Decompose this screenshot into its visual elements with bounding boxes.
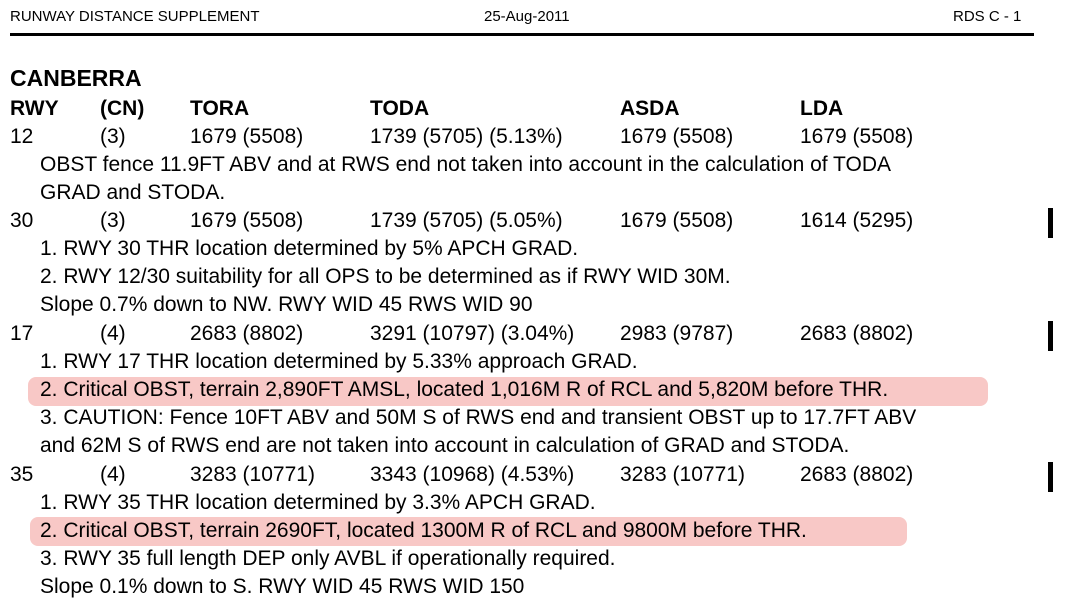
rwy-cn: (4) [100, 322, 126, 345]
column-header-row [0, 95, 1070, 123]
col-header-rwy: RWY [10, 97, 59, 120]
aerodrome-name-text: CANBERRA [10, 65, 142, 91]
runway-note [0, 404, 1070, 432]
rwy-cn: (4) [100, 463, 126, 486]
rwy-tora: 1679 (5508) [190, 209, 304, 232]
runway-note [0, 291, 1070, 319]
runway-note-text: GRAD and STODA. [40, 181, 226, 204]
runway-note-highlighted [0, 376, 1070, 404]
runway-note [0, 348, 1070, 376]
rwy-asda: 3283 (10771) [620, 463, 745, 486]
rwy-tora: 3283 (10771) [190, 463, 315, 486]
runway-row-12 [0, 123, 1070, 151]
runway-note-highlighted [0, 517, 1070, 545]
rwy-toda: 1739 (5705) (5.05%) [370, 209, 563, 232]
rwy-cn: (3) [100, 125, 126, 148]
runway-row-30 [0, 207, 1070, 235]
runway-note [0, 235, 1070, 263]
runway-note-text: 2. RWY 12/30 suitability for all OPS to be determined as if RWY WID 30M. [40, 265, 731, 288]
col-header-cn: (CN) [100, 97, 145, 120]
runway-note-text: 2. Critical OBST, terrain 2,890FT AMSL, located 1,016M R of RCL and 5,820M before THR. [40, 378, 889, 401]
runway-note-text: 2. Critical OBST, terrain 2690FT, located 1300M R of RCL and 9800M before THR. [40, 519, 807, 542]
rwy-lda: 1614 (5295) [800, 209, 914, 232]
rwy-asda: 2983 (9787) [620, 322, 734, 345]
header-rule [10, 33, 1034, 36]
rwy-lda: 1679 (5508) [800, 125, 914, 148]
runway-note-text: Slope 0.1% down to S. RWY WID 45 RWS WID 150 [40, 575, 525, 598]
col-header-asda: ASDA [620, 97, 680, 120]
aerodrome-name [0, 64, 1070, 92]
rwy-designator: 17 [10, 322, 34, 345]
runway-note [0, 489, 1070, 517]
header-title: RUNWAY DISTANCE SUPPLEMENT [10, 8, 260, 25]
runway-note [0, 573, 1070, 601]
rwy-lda: 2683 (8802) [800, 322, 914, 345]
col-header-toda: TODA [370, 97, 430, 120]
runway-note [0, 151, 1070, 179]
rwy-toda: 3343 (10968) (4.53%) [370, 463, 575, 486]
runway-note-text: and 62M S of RWS end are not taken into account in calculation of GRAD and STODA. [40, 434, 850, 457]
runway-note [0, 263, 1070, 291]
runway-note-text: OBST fence 11.9FT ABV and at RWS end not taken into account in the calculation of TODA [40, 153, 892, 176]
rwy-asda: 1679 (5508) [620, 125, 734, 148]
runway-note-text: 3. CAUTION: Fence 10FT ABV and 50M S of RWS end and transient OBST up to 17.7FT ABV [40, 406, 917, 429]
runway-row-17 [0, 320, 1070, 348]
runway-note-text: 3. RWY 35 full length DEP only AVBL if operationally required. [40, 547, 616, 570]
runway-note-text: 1. RWY 30 THR location determined by 5% APCH GRAD. [40, 237, 579, 260]
runway-note [0, 545, 1070, 573]
rwy-designator: 30 [10, 209, 34, 232]
rwy-toda: 1739 (5705) (5.13%) [370, 125, 563, 148]
runway-note-text: 1. RWY 35 THR location determined by 3.3% APCH GRAD. [40, 491, 596, 514]
runway-note [0, 432, 1070, 460]
rwy-asda: 1679 (5508) [620, 209, 734, 232]
rwy-tora: 1679 (5508) [190, 125, 304, 148]
rwy-designator: 35 [10, 463, 34, 486]
rwy-tora: 2683 (8802) [190, 322, 304, 345]
rwy-toda: 3291 (10797) (3.04%) [370, 322, 575, 345]
header-date: 25-Aug-2011 [484, 8, 570, 25]
rwy-cn: (3) [100, 209, 126, 232]
runway-note [0, 179, 1070, 207]
runway-note-text: 1. RWY 17 THR location determined by 5.33% approach GRAD. [40, 350, 638, 373]
runway-row-35 [0, 461, 1070, 489]
header-page-ref: RDS C - 1 [953, 8, 1022, 25]
col-header-tora: TORA [190, 97, 250, 120]
runway-note-text: Slope 0.7% down to NW. RWY WID 45 RWS WID 90 [40, 293, 533, 316]
rwy-lda: 2683 (8802) [800, 463, 914, 486]
col-header-lda: LDA [800, 97, 844, 120]
rwy-designator: 12 [10, 125, 34, 148]
